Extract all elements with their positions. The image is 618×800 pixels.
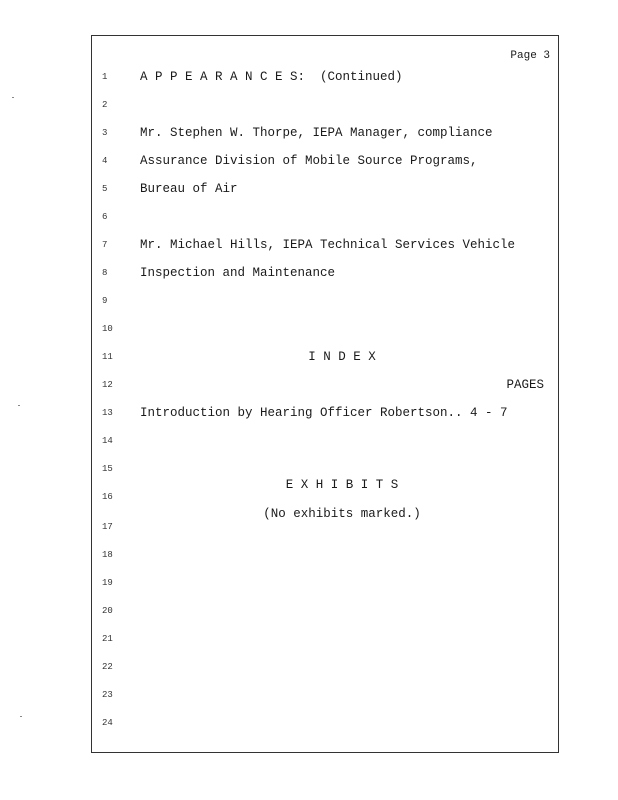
transcript-line bbox=[92, 576, 558, 596]
transcript-line bbox=[92, 660, 558, 680]
transcript-line bbox=[92, 70, 558, 90]
scan-speck bbox=[20, 716, 22, 717]
line-number: 13 bbox=[102, 408, 113, 418]
index-entry: Introduction by Hearing Officer Robertson.. 4 - 7 bbox=[140, 406, 508, 420]
transcript-line bbox=[92, 632, 558, 652]
scan-speck bbox=[18, 405, 20, 406]
line-number: 18 bbox=[102, 550, 113, 560]
line-number: 21 bbox=[102, 634, 113, 644]
line-number: 3 bbox=[102, 128, 108, 138]
transcript-line bbox=[92, 154, 558, 174]
line-number: 19 bbox=[102, 578, 113, 588]
transcript-line bbox=[92, 350, 558, 370]
transcript-line bbox=[92, 434, 558, 454]
transcript-line bbox=[92, 548, 558, 568]
appearances-heading: A P P E A R A N C E S: (Continued) bbox=[140, 70, 403, 84]
appearance-text: Assurance Division of Mobile Source Programs, bbox=[140, 154, 478, 168]
transcript-page bbox=[91, 35, 559, 753]
line-number: 12 bbox=[102, 380, 113, 390]
line-number: 16 bbox=[102, 492, 113, 502]
index-heading: I N D E X bbox=[308, 350, 376, 364]
line-number: 4 bbox=[102, 156, 108, 166]
line-number: 24 bbox=[102, 718, 113, 728]
line-number: 10 bbox=[102, 324, 113, 334]
line-number: 22 bbox=[102, 662, 113, 672]
transcript-line bbox=[92, 322, 558, 342]
pages-column-heading: PAGES bbox=[506, 378, 544, 392]
appearance-text: Bureau of Air bbox=[140, 182, 238, 196]
transcript-line bbox=[92, 210, 558, 230]
line-number: 7 bbox=[102, 240, 108, 250]
appearance-text: Mr. Stephen W. Thorpe, IEPA Manager, compliance bbox=[140, 126, 493, 140]
exhibits-heading: E X H I B I T S bbox=[285, 478, 399, 492]
line-number: 14 bbox=[102, 436, 113, 446]
transcript-line bbox=[92, 126, 558, 146]
line-number: 20 bbox=[102, 606, 113, 616]
line-number: 2 bbox=[102, 100, 108, 110]
line-number: 17 bbox=[102, 522, 113, 532]
line-number: 11 bbox=[102, 352, 113, 362]
appearance-text: Inspection and Maintenance bbox=[140, 266, 336, 280]
line-number: 5 bbox=[102, 184, 108, 194]
line-number: 8 bbox=[102, 268, 108, 278]
line-number: 23 bbox=[102, 690, 113, 700]
transcript-line bbox=[92, 182, 558, 202]
line-number: 9 bbox=[102, 296, 108, 306]
line-number: 6 bbox=[102, 212, 108, 222]
page-number: Page 3 bbox=[510, 50, 550, 62]
appearance-text: Mr. Michael Hills, IEPA Technical Services Vehicle bbox=[140, 238, 516, 252]
no-exhibits-text: (No exhibits marked.) bbox=[263, 507, 421, 521]
transcript-line bbox=[92, 520, 558, 540]
transcript-line bbox=[92, 406, 558, 426]
transcript-line bbox=[92, 294, 558, 314]
transcript-line bbox=[92, 266, 558, 286]
transcript-line bbox=[92, 98, 558, 118]
line-number: 15 bbox=[102, 464, 113, 474]
transcript-line bbox=[92, 716, 558, 736]
line-number: 1 bbox=[102, 72, 108, 82]
transcript-line bbox=[92, 604, 558, 624]
transcript-line bbox=[92, 378, 558, 398]
scan-speck bbox=[12, 97, 14, 98]
transcript-line bbox=[92, 688, 558, 708]
transcript-line bbox=[92, 238, 558, 258]
